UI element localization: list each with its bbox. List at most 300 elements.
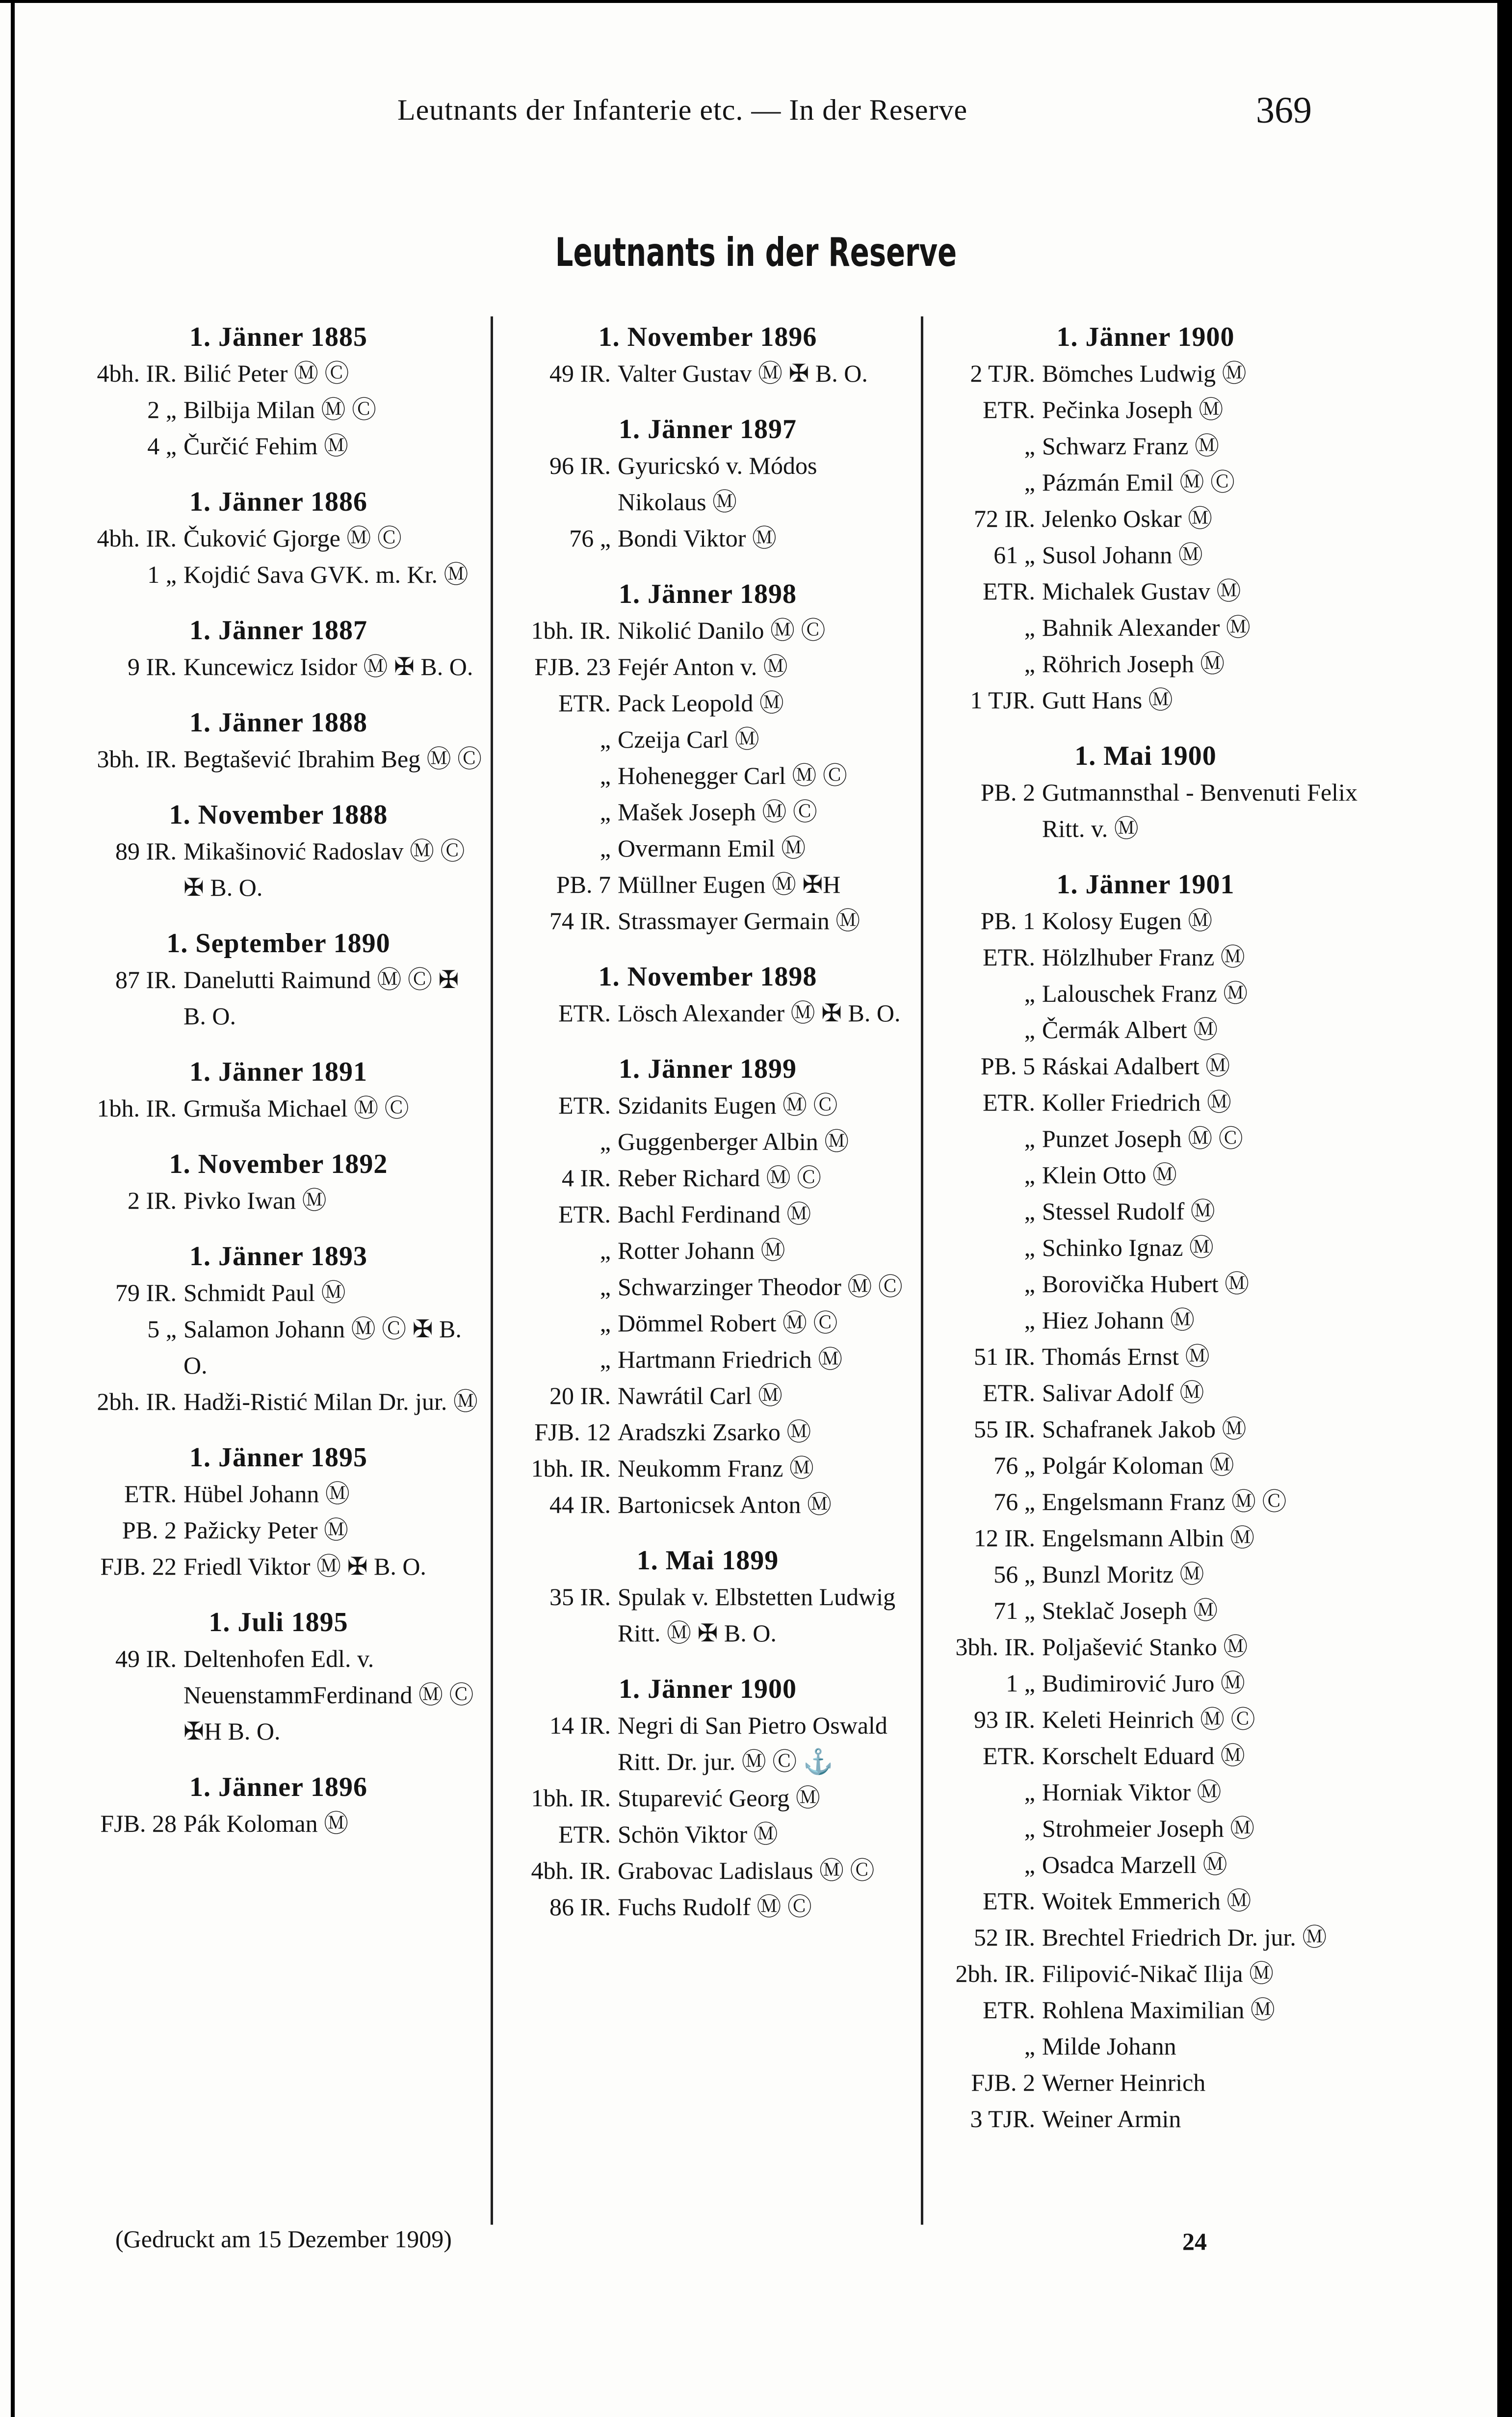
officer-entry bbox=[932, 355, 1359, 391]
officer-name: Szidanits Eugen Ⓜ Ⓒ bbox=[618, 1092, 838, 1119]
officer-name: Osadca Marzell Ⓜ bbox=[1042, 1851, 1227, 1878]
officer-name: Salamon Johann Ⓜ Ⓒ ✠ B. O. bbox=[183, 1315, 468, 1379]
officer-name: Brechtel Friedrich Dr. jur. Ⓜ bbox=[1042, 1923, 1327, 1951]
unit-designation: 5 „ bbox=[147, 1315, 177, 1343]
column-2 bbox=[508, 319, 908, 1925]
officer-name: Bilić Peter Ⓜ Ⓒ bbox=[183, 360, 349, 387]
unit-designation: „ bbox=[600, 834, 611, 862]
officer-name: Lösch Alexander Ⓜ ✠ B. O. bbox=[618, 999, 901, 1027]
unit-designation: ETR. bbox=[983, 943, 1035, 971]
unit-designation: 3bh. IR. bbox=[955, 1633, 1035, 1661]
page-number: 369 bbox=[1256, 90, 1312, 131]
unit-designation: 3 TJR. bbox=[970, 2105, 1035, 2132]
date-section bbox=[74, 797, 483, 906]
unit-designation: 2 TJR. bbox=[970, 360, 1035, 387]
officer-entry bbox=[932, 1483, 1359, 1520]
officer-name: Steklač Joseph Ⓜ bbox=[1042, 1597, 1218, 1624]
officer-entry bbox=[74, 1548, 483, 1585]
unit-designation: ETR. bbox=[558, 689, 611, 717]
date-section bbox=[508, 1671, 908, 1925]
date-section bbox=[508, 1051, 908, 1523]
column-divider bbox=[491, 316, 493, 2225]
sheet-signature: 24 bbox=[1182, 2228, 1207, 2255]
unit-designation: 55 IR. bbox=[974, 1415, 1035, 1443]
officer-name: Bahnik Alexander Ⓜ bbox=[1042, 614, 1251, 641]
date-section bbox=[74, 925, 483, 1034]
unit-designation: 49 IR. bbox=[115, 1645, 177, 1672]
officer-entry bbox=[932, 1266, 1359, 1302]
unit-designation: „ bbox=[1024, 980, 1035, 1007]
officer-name: Schwarzinger Theodor Ⓜ Ⓒ bbox=[618, 1273, 903, 1300]
unit-designation: „ bbox=[1024, 1234, 1035, 1261]
officer-name: Čurčić Fehim Ⓜ bbox=[183, 432, 349, 460]
unit-designation: 4 IR. bbox=[562, 1164, 611, 1192]
officer-entry bbox=[932, 1411, 1359, 1447]
officer-name: Guggenberger Albin Ⓜ bbox=[618, 1128, 849, 1155]
officer-name: Röhrich Joseph Ⓜ bbox=[1042, 650, 1225, 677]
officer-entry bbox=[932, 646, 1359, 682]
officer-name: Borovička Hubert Ⓜ bbox=[1042, 1270, 1250, 1298]
officer-entry bbox=[932, 1665, 1359, 1701]
section-date-heading: 1. November 1888 bbox=[169, 800, 388, 830]
officer-name: Pázmán Emil Ⓜ Ⓒ bbox=[1042, 468, 1235, 496]
unit-designation: 3bh. IR. bbox=[97, 745, 177, 773]
officer-name: Spulak v. Elbstetten Ludwig Ritt. Ⓜ ✠ B. O. bbox=[618, 1583, 902, 1647]
officer-entry bbox=[508, 685, 908, 721]
unit-designation: ETR. bbox=[558, 1820, 611, 1848]
unit-designation: 12 IR. bbox=[974, 1524, 1035, 1552]
officer-name: Pák Koloman Ⓜ bbox=[183, 1810, 349, 1837]
officer-name: Grmuša Michael Ⓜ Ⓒ bbox=[183, 1094, 409, 1122]
officer-entry bbox=[932, 391, 1359, 428]
officer-entry bbox=[74, 1805, 483, 1842]
officer-entry bbox=[932, 1084, 1359, 1120]
officer-name: Schwarz Franz Ⓜ bbox=[1042, 432, 1219, 460]
unit-designation: 9 IR. bbox=[128, 653, 177, 680]
officer-name: Engelsmann Albin Ⓜ bbox=[1042, 1524, 1255, 1552]
officer-entry bbox=[508, 447, 908, 520]
unit-designation: ETR. bbox=[983, 1887, 1035, 1915]
officer-entry bbox=[74, 355, 483, 391]
officer-name: Czeija Carl Ⓜ bbox=[618, 726, 759, 753]
officer-entry bbox=[508, 612, 908, 649]
unit-designation: 20 IR. bbox=[549, 1382, 611, 1409]
officer-entry bbox=[508, 830, 908, 866]
officer-name: Hiez Johann Ⓜ bbox=[1042, 1306, 1195, 1334]
officer-name: Pažicky Peter Ⓜ bbox=[183, 1516, 349, 1544]
officer-name: Budimirović Juro Ⓜ bbox=[1042, 1669, 1245, 1697]
unit-designation: PB. 1 bbox=[980, 907, 1035, 935]
officer-entry bbox=[74, 556, 483, 593]
officer-name: Fuchs Rudolf Ⓜ Ⓒ bbox=[618, 1893, 812, 1921]
officer-name: Hadži-Ristić Milan Dr. jur. Ⓜ bbox=[183, 1388, 478, 1415]
officer-entry bbox=[508, 520, 908, 556]
unit-designation: „ bbox=[1024, 614, 1035, 641]
unit-designation: PB. 2 bbox=[122, 1516, 177, 1544]
unit-designation: 1bh. IR. bbox=[531, 1784, 611, 1812]
officer-name: Danelutti Raimund Ⓜ Ⓒ ✠ B. O. bbox=[183, 966, 465, 1030]
officer-name: Overmann Emil Ⓜ bbox=[618, 834, 806, 862]
unit-designation: „ bbox=[600, 762, 611, 789]
officer-entry bbox=[508, 757, 908, 794]
unit-designation: 76 „ bbox=[993, 1452, 1035, 1479]
section-date-heading: 1. November 1896 bbox=[598, 322, 817, 352]
unit-designation: ETR. bbox=[983, 1379, 1035, 1406]
officer-entry bbox=[932, 1302, 1359, 1338]
officer-name: Hohenegger Carl Ⓜ Ⓒ bbox=[618, 762, 847, 789]
officer-entry bbox=[74, 1383, 483, 1420]
officer-entry bbox=[932, 428, 1359, 464]
officer-name: Hartmann Friedrich Ⓜ bbox=[618, 1346, 843, 1373]
officer-name: Bartonicsek Anton Ⓜ bbox=[618, 1491, 832, 1518]
section-date-heading: 1. Jänner 1886 bbox=[189, 487, 367, 517]
unit-designation: 93 IR. bbox=[974, 1706, 1035, 1733]
unit-designation: ETR. bbox=[983, 1089, 1035, 1116]
section-date-heading: 1. Jänner 1896 bbox=[189, 1772, 367, 1802]
unit-designation: „ bbox=[600, 1309, 611, 1337]
officer-entry bbox=[932, 537, 1359, 573]
officer-name: Müllner Eugen Ⓜ ✠H bbox=[618, 871, 841, 898]
officer-entry bbox=[932, 2064, 1359, 2101]
unit-designation: „ bbox=[1024, 1306, 1035, 1334]
officer-name: Koller Friedrich Ⓜ bbox=[1042, 1089, 1232, 1116]
officer-entry bbox=[508, 995, 908, 1031]
unit-designation: 44 IR. bbox=[549, 1491, 611, 1518]
date-section bbox=[74, 319, 483, 464]
officer-entry bbox=[508, 1196, 908, 1232]
unit-designation: ETR. bbox=[124, 1480, 177, 1507]
officer-name: Bilbija Milan Ⓜ Ⓒ bbox=[183, 396, 377, 423]
officer-entry bbox=[74, 1512, 483, 1548]
officer-entry bbox=[932, 1229, 1359, 1266]
unit-designation: 2bh. IR. bbox=[97, 1388, 177, 1415]
officer-entry bbox=[74, 1182, 483, 1219]
unit-designation: 89 IR. bbox=[115, 837, 177, 865]
date-section bbox=[932, 319, 1359, 718]
officer-entry bbox=[74, 1640, 483, 1749]
officer-entry bbox=[508, 1341, 908, 1377]
officer-entry bbox=[508, 1450, 908, 1486]
section-date-heading: 1. Mai 1900 bbox=[1074, 741, 1217, 771]
unit-designation: 86 IR. bbox=[549, 1893, 611, 1921]
officer-name: Korschelt Eduard Ⓜ bbox=[1042, 1742, 1245, 1769]
officer-entry bbox=[74, 428, 483, 464]
officer-name: Gutt Hans Ⓜ bbox=[1042, 686, 1173, 714]
officer-name: Aradszki Zsarko Ⓜ bbox=[618, 1418, 811, 1446]
officer-name: Rohlena Maximilian Ⓜ bbox=[1042, 1996, 1275, 2024]
print-date: (Gedruckt am 15 Dezember 1909) bbox=[115, 2225, 452, 2253]
officer-entry bbox=[932, 500, 1359, 537]
officer-entry bbox=[74, 741, 483, 777]
officer-name: Susol Johann Ⓜ bbox=[1042, 541, 1203, 569]
officer-entry bbox=[508, 794, 908, 830]
officer-entry bbox=[932, 1846, 1359, 1883]
unit-designation: „ bbox=[1024, 1125, 1035, 1152]
unit-designation: FJB. 23 bbox=[534, 653, 611, 680]
officer-name: Nawrátil Carl Ⓜ bbox=[618, 1382, 783, 1409]
officer-entry bbox=[932, 1810, 1359, 1846]
date-section bbox=[932, 866, 1359, 2137]
officer-entry bbox=[74, 1090, 483, 1126]
unit-designation: 4bh. IR. bbox=[531, 1857, 611, 1884]
unit-designation: 4 „ bbox=[147, 432, 177, 460]
officer-name: Klein Otto Ⓜ bbox=[1042, 1161, 1177, 1189]
unit-designation: 1 „ bbox=[1006, 1669, 1035, 1697]
officer-entry bbox=[508, 355, 908, 391]
unit-designation: „ bbox=[1024, 1851, 1035, 1878]
unit-designation: 52 IR. bbox=[974, 1923, 1035, 1951]
officer-name: Friedl Viktor Ⓜ ✠ B. O. bbox=[183, 1553, 426, 1580]
date-section bbox=[508, 1542, 908, 1651]
unit-designation: „ bbox=[1024, 1197, 1035, 1225]
unit-designation: „ bbox=[1024, 468, 1035, 496]
officer-name: Thomás Ernst Ⓜ bbox=[1042, 1343, 1210, 1370]
officer-name: Schön Viktor Ⓜ bbox=[618, 1820, 778, 1848]
officer-name: Pivko Iwan Ⓜ bbox=[183, 1187, 327, 1214]
officer-name: Schmidt Paul Ⓜ bbox=[183, 1279, 346, 1306]
officer-entry bbox=[932, 464, 1359, 500]
unit-designation: 14 IR. bbox=[549, 1712, 611, 1739]
unit-designation: ETR. bbox=[558, 1200, 611, 1228]
officer-name: Pack Leopold Ⓜ bbox=[618, 689, 784, 717]
officer-name: Woitek Emmerich Ⓜ bbox=[1042, 1887, 1251, 1915]
officer-entry bbox=[932, 1738, 1359, 1774]
officer-name: Hölzlhuber Franz Ⓜ bbox=[1042, 943, 1245, 971]
officer-name: Salivar Adolf Ⓜ bbox=[1042, 1379, 1204, 1406]
unit-designation: „ bbox=[1024, 2032, 1035, 2060]
officer-name: Bachl Ferdinand Ⓜ bbox=[618, 1200, 811, 1228]
officer-name: Michalek Gustav Ⓜ bbox=[1042, 577, 1241, 605]
unit-designation: 74 IR. bbox=[549, 907, 611, 935]
officer-entry bbox=[508, 866, 908, 903]
section-date-heading: 1. Mai 1899 bbox=[636, 1545, 779, 1576]
officer-entry bbox=[508, 721, 908, 757]
unit-designation: „ bbox=[600, 798, 611, 826]
officer-entry bbox=[74, 962, 483, 1034]
officer-entry bbox=[508, 1087, 908, 1123]
officer-entry bbox=[932, 939, 1359, 975]
date-section bbox=[508, 959, 908, 1031]
unit-designation: 96 IR. bbox=[549, 452, 611, 479]
unit-designation: „ bbox=[600, 1273, 611, 1300]
unit-designation: 71 „ bbox=[993, 1597, 1035, 1624]
date-section bbox=[74, 1439, 483, 1585]
officer-entry bbox=[508, 1780, 908, 1816]
unit-designation: 2bh. IR. bbox=[955, 1960, 1035, 1987]
section-date-heading: 1. Jänner 1885 bbox=[189, 322, 367, 352]
unit-designation: 1bh. IR. bbox=[531, 1455, 611, 1482]
unit-designation: 1 „ bbox=[147, 561, 177, 588]
officer-entry bbox=[508, 1889, 908, 1925]
section-date-heading: 1. Jänner 1897 bbox=[619, 414, 797, 444]
officer-entry bbox=[932, 682, 1359, 718]
officer-name: Nikolić Danilo Ⓜ Ⓒ bbox=[618, 617, 826, 644]
officer-entry bbox=[932, 903, 1359, 939]
unit-designation: „ bbox=[1024, 1815, 1035, 1842]
section-date-heading: 1. November 1892 bbox=[169, 1149, 388, 1179]
scan-border-top bbox=[0, 0, 1512, 3]
officer-name: Kojdić Sava GVK. m. Kr. Ⓜ bbox=[183, 561, 469, 588]
officer-name: Gutmannsthal - Benvenuti Felix Ritt. v. Ⓜ bbox=[1042, 779, 1364, 842]
section-date-heading: 1. Juli 1895 bbox=[209, 1607, 348, 1637]
officer-entry bbox=[508, 1707, 908, 1780]
unit-designation: 87 IR. bbox=[115, 966, 177, 993]
officer-name: Gyuricskó v. Módos Nikolaus Ⓜ bbox=[618, 452, 823, 516]
officer-entry bbox=[508, 1160, 908, 1196]
unit-designation: „ bbox=[1024, 432, 1035, 460]
section-date-heading: 1. Jänner 1900 bbox=[1056, 322, 1235, 352]
officer-name: Filipović-Nikač Ilija Ⓜ bbox=[1042, 1960, 1274, 1987]
section-date-heading: 1. Jänner 1895 bbox=[189, 1442, 367, 1473]
officer-name: Valter Gustav Ⓜ ✠ B. O. bbox=[618, 360, 868, 387]
officer-entry bbox=[508, 1377, 908, 1414]
date-section bbox=[74, 1604, 483, 1749]
scan-border-right bbox=[1497, 0, 1512, 2417]
running-header-title: Leutnants der Infanterie etc. — In der Reserve bbox=[397, 94, 968, 126]
page-title: Leutnants in der Reserve bbox=[555, 230, 957, 275]
officer-entry bbox=[932, 1919, 1359, 1955]
officer-entry bbox=[932, 1629, 1359, 1665]
unit-designation: „ bbox=[1024, 1016, 1035, 1043]
unit-designation: 49 IR. bbox=[549, 360, 611, 387]
officer-name: Fejér Anton v. Ⓜ bbox=[618, 653, 788, 680]
unit-designation: ETR. bbox=[983, 1742, 1035, 1769]
officer-name: Rotter Johann Ⓜ bbox=[618, 1237, 785, 1264]
officer-entry bbox=[74, 1311, 483, 1383]
officer-name: Bömches Ludwig Ⓜ bbox=[1042, 360, 1247, 387]
section-date-heading: 1. Jänner 1899 bbox=[619, 1054, 797, 1084]
officer-entry bbox=[508, 1305, 908, 1341]
officer-name: Horniak Viktor Ⓜ bbox=[1042, 1778, 1222, 1806]
officer-entry bbox=[508, 649, 908, 685]
column-divider bbox=[921, 316, 923, 2225]
officer-entry bbox=[932, 1701, 1359, 1738]
officer-name: Begtašević Ibrahim Beg Ⓜ Ⓒ bbox=[183, 745, 482, 773]
officer-entry bbox=[508, 1816, 908, 1852]
officer-name: Mašek Joseph Ⓜ Ⓒ bbox=[618, 798, 817, 826]
unit-designation: 56 „ bbox=[993, 1560, 1035, 1588]
unit-designation: 61 „ bbox=[993, 541, 1035, 569]
officer-entry bbox=[932, 975, 1359, 1012]
unit-designation: „ bbox=[1024, 650, 1035, 677]
unit-designation: ETR. bbox=[983, 577, 1035, 605]
officer-name: Pečinka Joseph Ⓜ bbox=[1042, 396, 1224, 423]
officer-name: Lalouschek Franz Ⓜ bbox=[1042, 980, 1248, 1007]
date-section bbox=[74, 612, 483, 685]
officer-entry bbox=[74, 520, 483, 556]
section-date-heading: 1. Jänner 1893 bbox=[189, 1241, 367, 1272]
officer-name: Strohmeier Joseph Ⓜ bbox=[1042, 1815, 1255, 1842]
officer-entry bbox=[508, 1579, 908, 1651]
unit-designation: 4bh. IR. bbox=[97, 524, 177, 552]
section-date-heading: 1. Jänner 1900 bbox=[619, 1674, 797, 1704]
officer-entry bbox=[932, 1012, 1359, 1048]
officer-name: Polgár Koloman Ⓜ bbox=[1042, 1452, 1234, 1479]
officer-entry bbox=[508, 1414, 908, 1450]
unit-designation: 72 IR. bbox=[974, 505, 1035, 532]
officer-entry bbox=[508, 1269, 908, 1305]
officer-entry bbox=[508, 1232, 908, 1269]
officer-name: Jelenko Oskar Ⓜ bbox=[1042, 505, 1213, 532]
section-date-heading: 1. September 1890 bbox=[166, 928, 391, 959]
officer-entry bbox=[932, 573, 1359, 609]
unit-designation: „ bbox=[1024, 1778, 1035, 1806]
date-section bbox=[74, 704, 483, 777]
unit-designation: 2 „ bbox=[147, 396, 177, 423]
unit-designation: 4bh. IR. bbox=[97, 360, 177, 387]
officer-name: Čermák Albert Ⓜ bbox=[1042, 1016, 1218, 1043]
officer-name: Ráskai Adalbert Ⓜ bbox=[1042, 1052, 1230, 1080]
officer-name: Grabovac Ladislaus Ⓜ Ⓒ bbox=[618, 1857, 875, 1884]
unit-designation: ETR. bbox=[558, 1092, 611, 1119]
officer-entry bbox=[508, 1852, 908, 1889]
unit-designation: „ bbox=[600, 726, 611, 753]
officer-name: Čuković Gjorge Ⓜ Ⓒ bbox=[183, 524, 402, 552]
officer-entry bbox=[74, 649, 483, 685]
officer-entry bbox=[932, 1592, 1359, 1629]
officer-name: Milde Johann bbox=[1042, 2032, 1176, 2060]
unit-designation: 35 IR. bbox=[549, 1583, 611, 1611]
officer-entry bbox=[932, 1338, 1359, 1375]
section-date-heading: 1. Jänner 1888 bbox=[189, 707, 367, 738]
unit-designation: PB. 5 bbox=[980, 1052, 1035, 1080]
unit-designation: 79 IR. bbox=[115, 1279, 177, 1306]
officer-entry bbox=[932, 1375, 1359, 1411]
officer-name: Kolosy Eugen Ⓜ bbox=[1042, 907, 1213, 935]
unit-designation: FJB. 22 bbox=[100, 1553, 177, 1580]
officer-entry bbox=[74, 1476, 483, 1512]
officer-entry bbox=[74, 1274, 483, 1311]
officer-name: Werner Heinrich bbox=[1042, 2069, 1206, 2096]
officer-name: Kuncewicz Isidor Ⓜ ✠ B. O. bbox=[183, 653, 473, 680]
officer-entry bbox=[932, 1883, 1359, 1919]
officer-entry bbox=[932, 1447, 1359, 1483]
officer-name: Negri di San Pietro Oswald Ritt. Dr. jur. Ⓜ Ⓒ ⚓ bbox=[618, 1712, 894, 1775]
date-section bbox=[508, 576, 908, 939]
unit-designation: 76 „ bbox=[993, 1488, 1035, 1515]
officer-entry bbox=[932, 1774, 1359, 1810]
unit-designation: „ bbox=[600, 1237, 611, 1264]
officer-name: Weiner Armin bbox=[1042, 2105, 1181, 2132]
unit-designation: „ bbox=[600, 1346, 611, 1373]
date-section bbox=[508, 411, 908, 556]
officer-name: Stuparević Georg Ⓜ bbox=[618, 1784, 820, 1812]
officer-entry bbox=[932, 774, 1364, 847]
officer-entry bbox=[932, 2028, 1359, 2064]
officer-name: Neukomm Franz Ⓜ bbox=[618, 1455, 814, 1482]
section-date-heading: 1. November 1898 bbox=[598, 962, 817, 992]
unit-designation: „ bbox=[1024, 1270, 1035, 1298]
unit-designation: PB. 7 bbox=[556, 871, 611, 898]
officer-entry bbox=[932, 609, 1359, 646]
officer-name: Engelsmann Franz Ⓜ Ⓒ bbox=[1042, 1488, 1287, 1515]
officer-name: Mikašinović Radoslav Ⓜ Ⓒ ✠ B. O. bbox=[183, 837, 471, 901]
section-date-heading: 1. Jänner 1901 bbox=[1056, 869, 1235, 900]
section-date-heading: 1. Jänner 1898 bbox=[619, 579, 797, 609]
unit-designation: ETR. bbox=[983, 1996, 1035, 2024]
officer-entry bbox=[932, 1520, 1359, 1556]
officer-name: Bunzl Moritz Ⓜ bbox=[1042, 1560, 1204, 1588]
date-section bbox=[74, 484, 483, 593]
officer-entry bbox=[932, 1955, 1359, 1992]
scan-border-left bbox=[11, 0, 15, 2417]
date-section bbox=[74, 1054, 483, 1126]
unit-designation: FJB. 12 bbox=[534, 1418, 611, 1446]
unit-designation: 1bh. IR. bbox=[531, 617, 611, 644]
column-3 bbox=[932, 319, 1364, 2137]
date-section bbox=[74, 1238, 483, 1420]
officer-entry bbox=[932, 1048, 1359, 1084]
